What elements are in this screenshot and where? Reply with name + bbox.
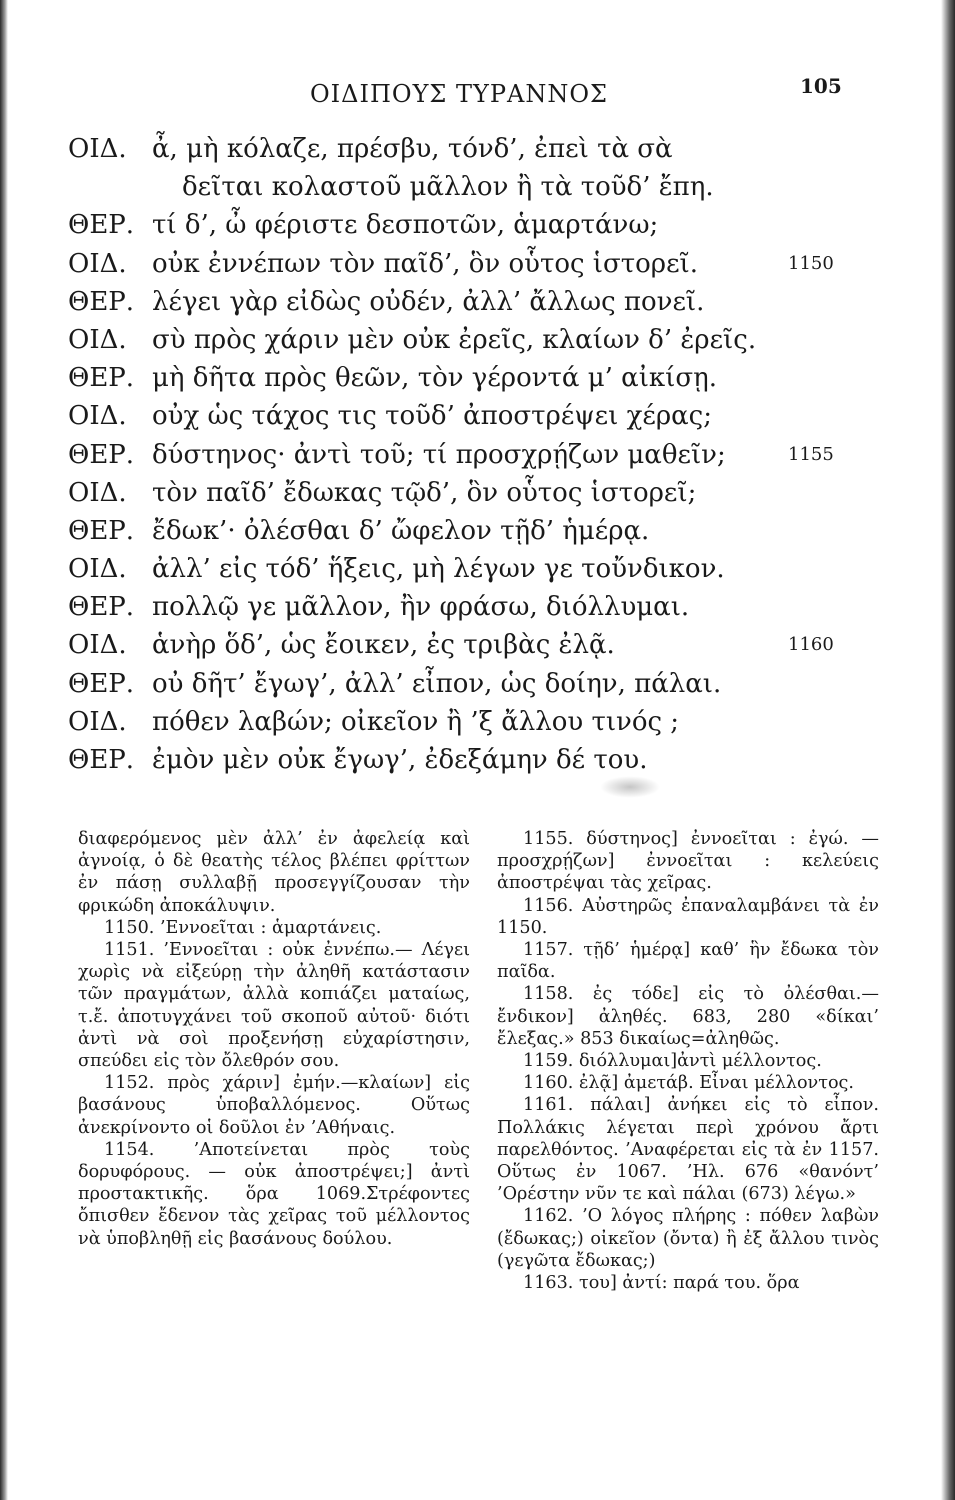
verse-text: ἁνὴρ ὅδ’, ὡς ἔοικεν, ἐς τριβὰς ἐλᾷ. (152, 630, 615, 661)
line-number: 1160 (788, 634, 834, 656)
speaker-label: ΘΕΡ. (68, 286, 135, 317)
commentary-note: 1155. δύστηνος] ἐννοεῖται : ἐγώ. —προσχρῄζων] ἐννοεῖται : κελεύεις ἀποστρέψαι τὰς χεῖρας. (497, 829, 879, 894)
speaker-label: ΟΙΔ. (68, 248, 127, 279)
verse-text: δεῖται κολαστοῦ μᾶλλον ἢ τὰ τοῦδ’ ἔπη. (182, 172, 714, 203)
speaker-label: ΟΙΔ. (68, 706, 127, 737)
commentary-note: 1162. ’Ο λόγος πλήρης : πόθεν λαβὼν (ἔδωκας;) οἰκεῖον (ὄντα) ἢ ἐξ ἄλλου τινὸς (γεγῶτα ἔδωκας;) (497, 1206, 879, 1271)
commentary-note: 1151. ’Εννοεῖται : οὐκ ἐννέπω.— Λέγει χωρὶς νὰ εἰξεύρῃ τὴν ἀληθῆ κατάστασιν τῶν πραγμάτων, ἀλλὰ κοπιάζει ματαίως, τ.ἔ. ἀποτυγχάνει τοῦ σκοποῦ αὐτοῦ· διότι ἀντὶ νὰ σοὶ προξενήσῃ εὐχαρίστησιν, σπεύδει εἰς τὸν ὄλεθρόν σου. (78, 940, 470, 1072)
verse-line (0, 206, 955, 244)
verse-text: πολλῷ γε μᾶλλον, ἢν φράσω, διόλλυμαι. (152, 592, 690, 623)
commentary-note: 1161. πάλαι] ἀνήκει εἰς τὸ εἶπον. Πολλάκις λέγεται περὶ χρόνου ἄρτι παρελθόντος. ’Αναφέρεται εἰς τὰ ἐν 1157. Οὕτως ἐν 1067. ’Ηλ. 676 «θανόντ’ ’Ορέστην νῦν τε καὶ πάλαι (673) λέγω.» (497, 1095, 879, 1205)
commentary-note: 1159. διόλλυμαι]ἀντὶ μέλλοντος. (523, 1051, 822, 1072)
speaker-label: ΘΕΡ. (68, 745, 135, 775)
verse-text: λέγει γὰρ εἰδὼς οὐδέν, ἀλλ’ ἄλλως πονεῖ. (152, 286, 705, 317)
verse-text: δύστηνος· ἀντὶ τοῦ; τί προσχρῄζων μαθεῖν; (152, 439, 726, 470)
verse-text: οὐχ ὡς τάχος τις τοῦδ’ ἀποστρέψει χέρας; (152, 401, 713, 432)
speaker-label: ΟΙΔ. (68, 630, 127, 661)
verse-line (0, 550, 955, 588)
commentary-note: 1163. του] ἀντί: παρά του. ὅρα (523, 1273, 800, 1294)
verse-text: οὐ δῆτ’ ἔγωγ’, ἀλλ’ εἶπον, ὡς δοίην, πάλαι. (152, 668, 722, 699)
verse-text: τὸν παῖδ’ ἔδωκας τῷδ’, ὃν οὗτος ἱστορεῖ; (152, 477, 697, 508)
ink-smudge (600, 776, 660, 798)
speaker-label: ΘΕΡ. (68, 363, 135, 394)
commentary-note: 1152. πρὸς χάριν] ἐμήν.—κλαίων] εἰς βασάνους ὑποβαλλόμενος. Οὕτως ἀνεκρίνοντο οἱ δοῦλοι ἐν ’Αθήναις. (78, 1073, 470, 1138)
verse-line (0, 321, 955, 359)
page-number: 105 (800, 74, 842, 98)
commentary-note: 1157. τῇδ’ ἡμέρᾳ] καθ’ ἣν ἔδωκα τὸν παῖδα. (497, 940, 879, 983)
speaker-label: ΟΙΔ. (68, 554, 127, 585)
verse-line (0, 588, 955, 626)
commentary-note: 1156. Αὐστηρῶς ἐπαναλαμβάνει τὰ ἐν 1150. (497, 895, 879, 938)
commentary-note: 1158. ἐς τόδε] εἰς τὸ ὀλέσθαι.— ἔνδικον] ἀληθές. 683, 280 «δίκαι’ ἔλεξας.» 853 δικαίως=ἀληθῶς. (497, 984, 879, 1049)
speaker-label: ΘΕΡ. (68, 210, 135, 241)
verse-text: οὐκ ἐννέπων τὸν παῖδ’, ὃν οὗτος ἱστορεῖ. (152, 248, 698, 279)
commentary-note: 1160. ἐλᾷ] ἀμετάβ. Εἶναι μέλλοντος. (523, 1073, 855, 1094)
verse-text: σὺ πρὸς χάριν μὲν οὐκ ἐρεῖς, κλαίων δ’ ἐρεῖς. (152, 324, 757, 355)
verse-text: ἔδωκ’· ὀλέσθαι δ’ ὤφελον τῇδ’ ἡμέρᾳ. (152, 515, 650, 546)
verse-line (0, 741, 955, 779)
verse-line (0, 474, 955, 512)
line-number: 1155 (788, 443, 834, 465)
verse-line (0, 703, 955, 741)
commentary-note: 1150. ’Εννοεῖται : ἁμαρτάνεις. (104, 917, 382, 938)
verse-line (0, 359, 955, 397)
verse-line (0, 436, 955, 474)
verse-line (0, 130, 955, 168)
verse-line (0, 283, 955, 321)
verse-line (0, 245, 955, 283)
verse-text: πόθεν λαβών; οἰκεῖον ἢ ’ξ ἄλλου τινός ; (152, 706, 680, 737)
commentary-note: 1154. ’Αποτείνεται πρὸς τοὺς δορυφόρους. — οὐκ ἀποστρέψει;] ἀντὶ προστακτικῆς. ὅρα 1069.Στρέφοντες ὄπισθεν ἔδενον τὰς χεῖρας τοῦ μέλλοντος νὰ ὑποβληθῇ εἰς βασάνους δούλου. (78, 1139, 470, 1249)
speaker-label: ΘΕΡ. (68, 439, 135, 470)
speaker-label: ΟΙΔ. (68, 134, 127, 164)
speaker-label: ΘΕΡ. (68, 515, 135, 546)
commentary-column-left (78, 828, 470, 1250)
running-title: ΟΙΔΙΠΟΥΣ ΤΥΡΑΝΝΟΣ (310, 80, 608, 108)
verse-line (0, 512, 955, 550)
line-number: 1150 (788, 252, 834, 274)
verse-text: τί δ’, ὦ φέριστε δεσποτῶν, ἁμαρτάνω; (152, 210, 659, 241)
speaker-label: ΟΙΔ. (68, 401, 127, 432)
speaker-label: ΟΙΔ. (68, 324, 127, 355)
verse-text: ἆ, μὴ κόλαζε, πρέσβυ, τόνδ’, ἐπεὶ τὰ σὰ (152, 134, 673, 164)
commentary-column-right (497, 828, 879, 1294)
verse-text: ἀλλ’ εἰς τόδ’ ἥξεις, μὴ λέγων γε τοὔνδικον. (152, 554, 725, 585)
commentary-note: διαφερόμενος μὲν ἀλλ’ ἐν ἀφελείᾳ καὶ ἀγνοίᾳ, ὁ δὲ θεατὴς τέλος βλέπει φρίττων ἐν πάσῃ συλλαβῇ προσεγγίζουσαν τὴν φρικώδη ἀποκάλυψιν. (78, 829, 470, 916)
verse-line (0, 397, 955, 435)
speaker-label: ΘΕΡ. (68, 668, 135, 699)
verse-block (0, 130, 955, 779)
verse-text: ἐμὸν μὲν οὐκ ἔγωγ’, ἐδεξάμην δέ του. (152, 745, 648, 775)
speaker-label: ΘΕΡ. (68, 592, 135, 623)
verse-line (0, 168, 955, 206)
verse-line (0, 626, 955, 664)
verse-line (0, 665, 955, 703)
speaker-label: ΟΙΔ. (68, 477, 127, 508)
verse-text: μὴ δῆτα πρὸς θεῶν, τὸν γέροντά μ’ αἰκίσῃ. (152, 363, 717, 394)
